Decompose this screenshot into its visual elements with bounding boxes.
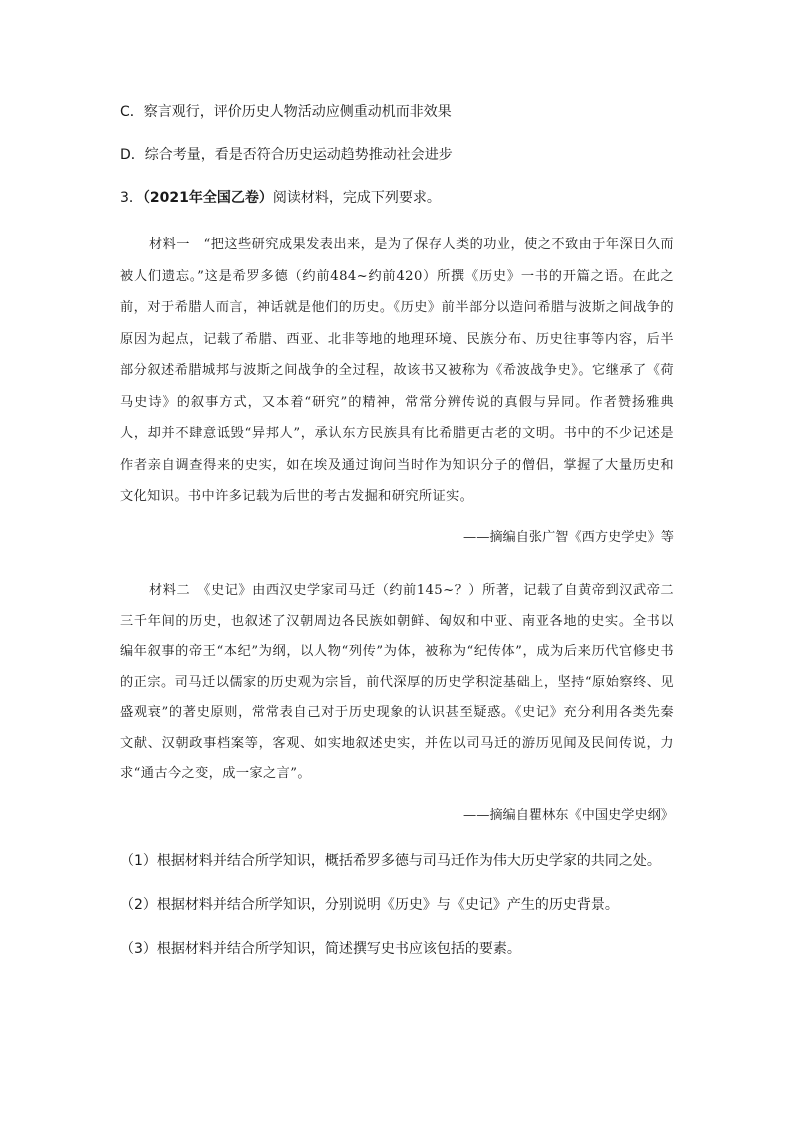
option-c-text: C．察言观行，评价历史人物活动应侧重动机而非效果	[120, 104, 452, 120]
option-d	[120, 145, 453, 165]
subquestion-1: （1）根据材料并结合所学知识，概括希罗多德与司马迁作为伟大历史学家的共同之处。	[120, 853, 661, 869]
question-prompt: 阅读材料，完成下列要求。	[272, 190, 441, 206]
subquestion-2: （2）根据材料并结合所学知识，分别说明《历史》与《史记》产生的历史背景。	[120, 897, 619, 913]
material-1-source: ——摘编自张广智《西方史学史》等	[463, 530, 674, 545]
question-header	[120, 188, 441, 208]
material-1: 材料一 “把这些研究成果发表出来，是为了保存人类的功业，使之不致由于年深日久而被人们遗忘。”这是希罗多德（约前484~约前420）所撰《历史》一书的开篇之语。在此之前，对于希腊人而言，神话就是他们的历史。《历史》前半部分以造问希腊与波斯之间战争的原因为起点，记载了希腊、西亚、北非等地的地理环境、民族分布、历史往事等内容，后半部分叙述希腊城邦与波斯之间战争的全过程，故该书又被称为《希波战争史》。它继承了《荷马史诗》的叙事方式，又本着“研究”的精神，常常分辨传说的真假与异同。作者赞扬雅典人，却并不肆意诋毁“异邦人”，承认东方民族具有比希腊更古老的文明。书中的不少记述是作者亲自调查得来的史实，如在埃及通过询问当时作为知识分子的僧侣，掌握了大量历史和文化知识。书中许多记载为后世的考古发掘和研究所证实。	[120, 237, 674, 504]
question-number: 3．	[120, 190, 143, 206]
material-2: 材料二 《史记》由西汉史学家司马迁（约前145~？）所著，记载了自黄帝到汉武帝二三千年间的历史，也叙述了汉朝周边各民族如朝鲜、匈奴和中亚、南亚各地的史实。全书以编年叙事的帝王“本纪”为纲，以人物“列传”为体，被称为“纪传体”，成为后来历代官修史书的正宗。司马迁以儒家的历史观为宗旨，前代深厚的历史学积淀基础上，坚持“原始察终、见盛观衰”的著史原则，常常表自己对于历史现象的认识甚至疑惑。《史记》充分利用各类先秦文献、汉朝政事档案等，客观、如实地叙述史实，并佐以司马迁的游历见闻及民间传说，力求“通古今之变，成一家之言”。	[120, 583, 674, 781]
subquestion-3: （3）根据材料并结合所学知识，简述撰写史书应该包括的要素。	[120, 941, 521, 957]
option-d-text: D．综合考量，看是否符合历史运动趋势推动社会进步	[120, 147, 453, 163]
material-2-source: ——摘编自瞿林东《中国史学史纲》	[463, 808, 674, 823]
option-c	[120, 102, 452, 122]
question-source: （2021年全国乙卷）	[142, 190, 273, 206]
